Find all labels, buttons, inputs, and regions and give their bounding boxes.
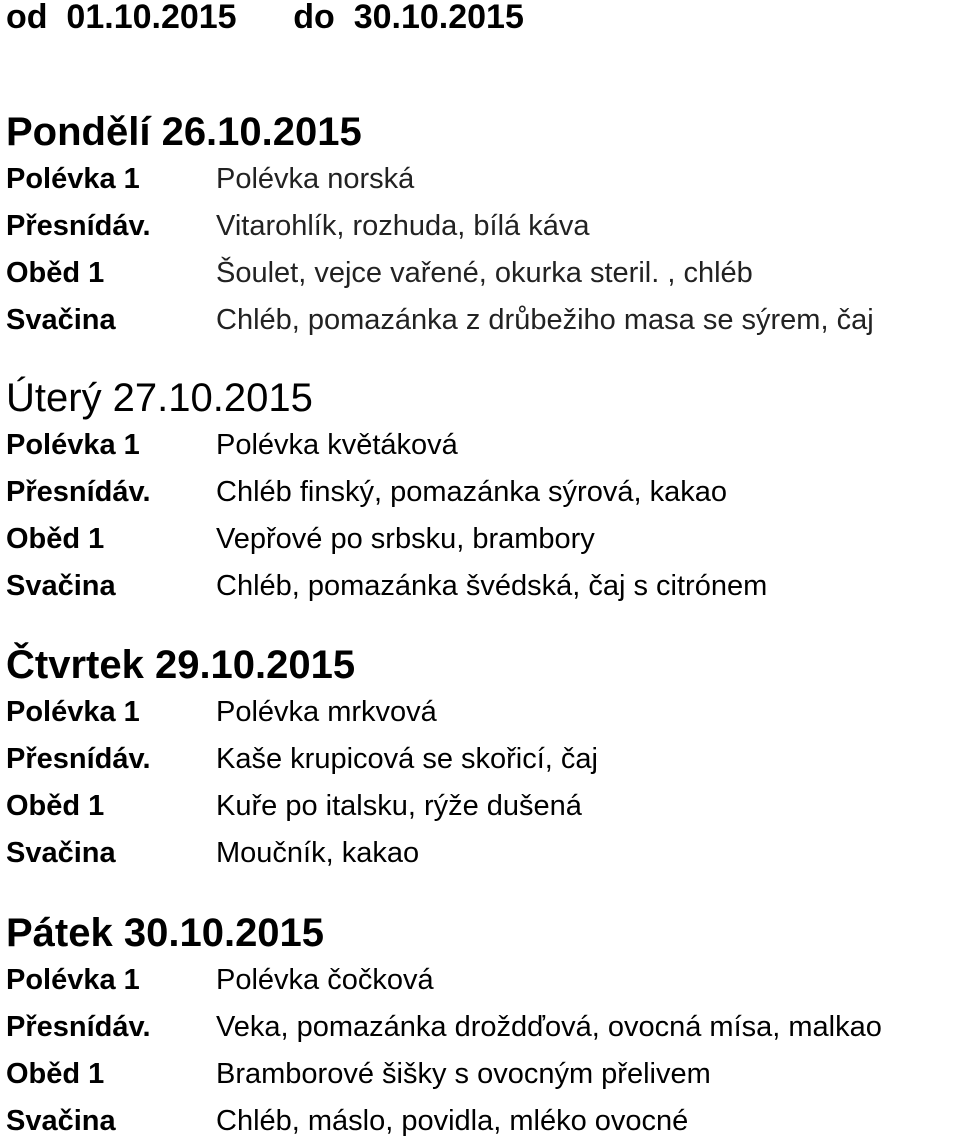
meal-label: Oběd 1 — [6, 1058, 105, 1090]
meal-text: Chléb finský, pomazánka sýrová, kakao — [216, 476, 727, 508]
meal-label: Oběd 1 — [6, 257, 105, 289]
meal-label: Svačina — [6, 304, 116, 336]
meal-row-snack-morning — [6, 469, 956, 516]
date-range-header: od 01.10.2015 do 30.10.2015 — [6, 0, 524, 36]
meal-text: Bramborové šišky s ovocným přelivem — [216, 1058, 711, 1090]
day-section-tuesday — [6, 374, 956, 610]
meal-label: Polévka 1 — [6, 964, 140, 996]
meal-text: Polévka čočková — [216, 964, 434, 996]
meal-row-snack-afternoon — [6, 563, 956, 610]
meal-label: Přesnídáv. — [6, 743, 151, 775]
meal-row-lunch — [6, 783, 956, 830]
meal-text: Šoulet, vejce vařené, okurka steril. , chléb — [216, 257, 753, 289]
meal-row-snack-morning — [6, 1004, 956, 1051]
meal-row-snack-morning — [6, 203, 956, 250]
meal-label: Přesnídáv. — [6, 210, 151, 242]
meal-label: Oběd 1 — [6, 523, 105, 555]
meal-text: Kuře po italsku, rýže dušená — [216, 790, 582, 822]
meal-label: Přesnídáv. — [6, 476, 151, 508]
meal-row-lunch — [6, 1051, 956, 1098]
meal-text: Vepřové po srbsku, brambory — [216, 523, 595, 555]
meal-label: Přesnídáv. — [6, 1011, 151, 1043]
meal-text: Chléb, máslo, povidla, mléko ovocné — [216, 1105, 689, 1137]
meal-text: Vitarohlík, rozhuda, bílá káva — [216, 210, 590, 242]
meal-label: Svačina — [6, 570, 116, 602]
meal-row-soup — [6, 689, 956, 736]
meal-text: Veka, pomazánka droždďová, ovocná mísa, malkao — [216, 1011, 882, 1043]
day-section-thursday — [6, 641, 956, 877]
meal-row-snack-afternoon — [6, 1098, 956, 1145]
meal-label: Oběd 1 — [6, 790, 105, 822]
meal-row-lunch — [6, 250, 956, 297]
meal-row-soup — [6, 156, 956, 203]
meal-row-snack-afternoon — [6, 297, 956, 344]
meal-text: Polévka norská — [216, 163, 415, 195]
meal-label: Polévka 1 — [6, 429, 140, 461]
meal-row-snack-afternoon — [6, 830, 956, 877]
meal-text: Kaše krupicová se skořicí, čaj — [216, 743, 598, 775]
meal-label: Svačina — [6, 837, 116, 869]
meal-text: Polévka mrkvová — [216, 696, 437, 728]
meal-text: Chléb, pomazánka z drůbežiho masa se sýrem, čaj — [216, 304, 874, 336]
meal-row-soup — [6, 957, 956, 1004]
meal-label: Polévka 1 — [6, 163, 140, 195]
meal-text: Moučník, kakao — [216, 837, 420, 869]
meal-text: Chléb, pomazánka švédská, čaj s citrónem — [216, 570, 768, 602]
day-title: Pondělí 26.10.2015 — [6, 110, 362, 154]
day-title: Čtvrtek 29.10.2015 — [6, 643, 356, 687]
meal-label: Polévka 1 — [6, 696, 140, 728]
meal-row-soup — [6, 422, 956, 469]
day-title: Úterý 27.10.2015 — [6, 376, 313, 420]
day-title: Pátek 30.10.2015 — [6, 911, 325, 955]
meal-text: Polévka květáková — [216, 429, 458, 461]
day-section-friday — [6, 909, 956, 1145]
meal-row-lunch — [6, 516, 956, 563]
meal-label: Svačina — [6, 1105, 116, 1137]
meal-row-snack-morning — [6, 736, 956, 783]
day-section-monday — [6, 108, 956, 344]
